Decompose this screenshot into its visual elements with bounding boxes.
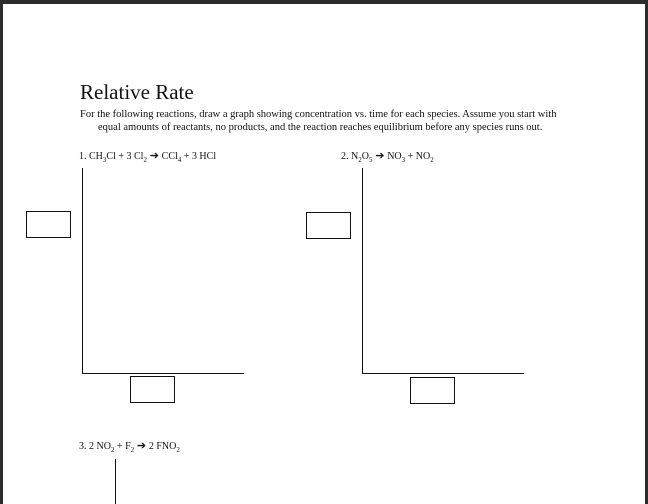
graph-3-y-axis: [115, 459, 116, 504]
subscript: 5: [368, 156, 373, 164]
subscript: 2: [143, 156, 147, 164]
reaction-arrow-icon: ➔: [134, 440, 149, 452]
instructions: [80, 108, 570, 134]
reaction-arrow-icon: ➔: [146, 150, 162, 162]
subscript: 2: [358, 156, 362, 164]
subscript: 2: [430, 156, 434, 164]
instructions-line-1: For the following reactions, draw a graph showing concentration vs. time for each species. Assume you start with: [80, 109, 557, 120]
instructions-line-2: equal amounts of reactants, no products, and the reaction reaches equilibrium before any species runs out.: [98, 122, 543, 133]
subscript: 3: [401, 156, 406, 164]
subscript: 2: [176, 446, 180, 454]
subscript: 4: [177, 156, 182, 164]
reaction-1: [79, 149, 216, 164]
graph-1-x-axis: [82, 373, 244, 374]
subscript: 2: [110, 446, 115, 454]
reaction-3: [79, 439, 180, 454]
graph-1-y-axis-label-box[interactable]: [26, 211, 71, 238]
reaction-arrow-icon: ➔: [372, 150, 388, 162]
graph-2-y-axis-label-box[interactable]: [306, 212, 351, 239]
worksheet-page: [3, 4, 645, 504]
graph-1-y-axis: [82, 168, 83, 374]
reaction-number: 1.: [79, 151, 87, 162]
page-title: Relative Rate: [80, 80, 194, 104]
subscript: 2: [130, 446, 135, 454]
graph-2-x-axis-label-box[interactable]: [410, 377, 455, 404]
reaction-2: [341, 149, 434, 164]
reaction-equation: $N_2O_5$ ➔ $NO_3 + NO_2$: [351, 150, 434, 164]
graph-2-y-axis: [362, 168, 363, 374]
reaction-equation: 2 $NO_2 + F_2$ ➔ 2 $FNO_2$: [89, 440, 180, 454]
reaction-equation: $CH_3Cl + 3$ $Cl_2$ ➔ CCl$_4$ + 3 HCl: [89, 150, 217, 164]
reaction-number: 2.: [341, 151, 349, 162]
subscript: 3: [102, 156, 107, 164]
graph-2-x-axis: [362, 373, 524, 374]
reaction-number: 3.: [79, 441, 87, 452]
graph-1-x-axis-label-box[interactable]: [130, 376, 175, 403]
